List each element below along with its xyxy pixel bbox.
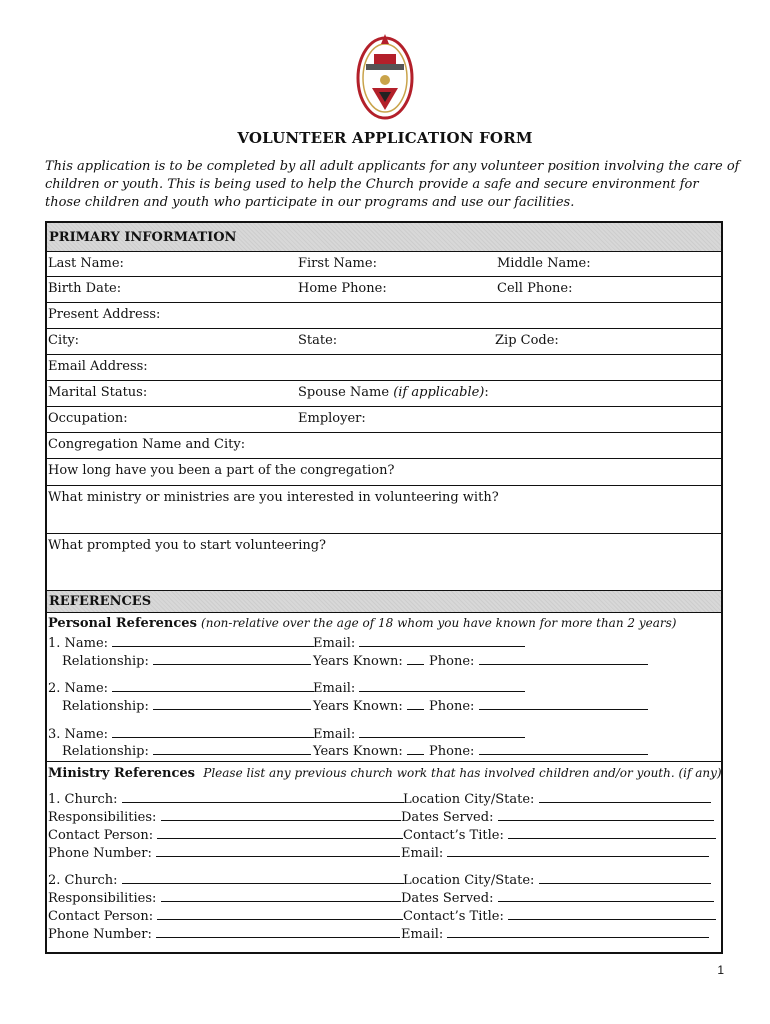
ref-years-label: Years Known: [313,744,403,759]
ministry-2-responsibilities[interactable] [48,889,401,906]
responsibilities-label: Responsibilities: [48,891,157,906]
church-label: 2. Church: [48,873,118,888]
reference-1-relationship[interactable] [62,652,311,669]
name-row [47,252,721,277]
ref-years-line[interactable] [407,697,424,710]
email-line[interactable] [447,925,709,938]
reference-2-phone[interactable] [429,697,648,714]
spouse-label: Spouse Name [298,385,394,400]
form-title: VOLUNTEER APPLICATION FORM [237,129,533,147]
ministry-references-note: Please list any previous church work that has involved children and/or youth. (if any) [203,766,722,780]
reference-2-relationship[interactable] [62,697,311,714]
prompted-row [47,534,721,590]
reference-3-years[interactable] [313,742,424,759]
ref-years-label: Years Known: [313,699,403,714]
email-label: Email: [401,846,444,861]
church-seal-logo [356,30,414,120]
location-line[interactable] [539,871,711,884]
responsibilities-label: Responsibilities: [48,810,157,825]
ministry-2-contact-title[interactable] [403,907,716,924]
birth-date-field[interactable]: Birth Date: [48,281,122,296]
reference-1-name[interactable] [48,634,314,651]
middle-name-field[interactable]: Middle Name: [497,256,591,271]
marital-row [47,381,721,407]
how-long-field[interactable]: How long have you been a part of the congregation? [48,463,395,478]
email-row [47,355,721,381]
ref-email-line[interactable] [359,725,525,738]
phone-number-line[interactable] [156,925,400,938]
spouse-name-field[interactable] [298,385,489,400]
primary-information-header [47,223,721,252]
intro-line: This application is to be completed by all adult applicants for any volunteer position involving the care of [45,159,740,174]
phone-number-label: Phone Number: [48,927,152,942]
location-label: Location City/State: [403,873,535,888]
ministry-2-church[interactable] [48,871,404,888]
ministry-1-contact-title[interactable] [403,826,716,843]
responsibilities-line[interactable] [161,889,401,902]
personal-references-title: Personal References [48,616,197,631]
contact-title-line[interactable] [508,907,716,920]
ministry-2-phone[interactable] [48,925,400,942]
email-line[interactable] [447,844,709,857]
ref-relationship-label: Relationship: [62,699,149,714]
ref-years-line[interactable] [407,652,424,665]
section-heading: REFERENCES [49,594,152,609]
contact-title-line[interactable] [508,826,716,839]
ministry-references-title: Ministry References [48,766,195,781]
cell-phone-field[interactable]: Cell Phone: [497,281,573,296]
dates-line[interactable] [498,808,714,821]
ref-phone-line[interactable] [479,697,648,710]
reference-1-years[interactable] [313,652,424,669]
reference-3-name[interactable] [48,725,314,742]
email-address-field[interactable]: Email Address: [48,359,148,374]
ministry-interest-row [47,486,721,534]
ref-relationship-line[interactable] [153,697,311,710]
ref-name-label: 3. Name: [48,727,109,742]
contact-line[interactable] [157,907,403,920]
employer-field[interactable]: Employer: [298,411,366,426]
ref-name-line[interactable] [112,725,314,738]
church-label: 1. Church: [48,792,118,807]
ministry-1-church[interactable] [48,790,404,807]
ministry-2-dates[interactable] [401,889,714,906]
ref-phone-label: Phone: [429,654,475,669]
church-line[interactable] [122,790,404,803]
city-state-zip-row [47,329,721,355]
ref-phone-line[interactable] [479,742,648,755]
location-line[interactable] [539,790,711,803]
city-field[interactable]: City: [48,333,80,348]
intro-line: those children and youth who participate in our programs and use our facilities. [45,195,575,210]
reference-3-phone[interactable] [429,742,648,759]
ref-email-label: Email: [313,727,356,742]
congregation-field[interactable]: Congregation Name and City: [48,437,246,452]
dates-line[interactable] [498,889,714,902]
contact-label: Contact Person: [48,828,154,843]
occupation-row [47,407,721,433]
first-name-field[interactable]: First Name: [298,256,377,271]
intro-text [45,158,740,212]
last-name-field[interactable]: Last Name: [48,256,124,271]
ref-relationship-line[interactable] [153,652,311,665]
ministry-1-contact[interactable] [48,826,403,843]
ref-years-line[interactable] [407,742,424,755]
ref-phone-label: Phone: [429,699,475,714]
ref-name-label: 2. Name: [48,681,109,696]
address-row [47,303,721,329]
marital-status-field[interactable]: Marital Status: [48,385,148,400]
ministry-1-location[interactable] [403,790,711,807]
home-phone-field[interactable]: Home Phone: [298,281,387,296]
phone-number-line[interactable] [156,844,400,857]
reference-3-relationship[interactable] [62,742,311,759]
ministry-references-heading [48,766,722,781]
ref-phone-line[interactable] [479,652,648,665]
ref-name-line[interactable] [112,634,314,647]
ministry-2-email[interactable] [401,925,709,942]
ministry-1-responsibilities[interactable] [48,808,401,825]
ministry-1-dates[interactable] [401,808,714,825]
zip-code-field[interactable]: Zip Code: [495,333,559,348]
ref-email-line[interactable] [359,634,525,647]
reference-2-name[interactable] [48,679,314,696]
location-label: Location City/State: [403,792,535,807]
dates-label: Dates Served: [401,891,494,906]
reference-1-phone[interactable] [429,652,648,669]
ministry-1-phone[interactable] [48,844,400,861]
section-heading: PRIMARY INFORMATION [49,229,237,245]
reference-3-email[interactable] [313,725,525,742]
page-number: 1 [717,963,724,977]
ref-name-label: 1. Name: [48,636,109,651]
personal-references-heading [48,616,676,631]
contact-line[interactable] [157,826,403,839]
how-long-row [47,459,721,486]
ref-years-label: Years Known: [313,654,403,669]
state-field[interactable]: State: [298,333,338,348]
intro-line: children or youth. This is being used to help the Church provide a safe and secure environment for [45,177,699,192]
dates-label: Dates Served: [401,810,494,825]
prompted-field[interactable]: What prompted you to start volunteering? [48,538,327,553]
ministry-interest-field[interactable]: What ministry or ministries are you interested in volunteering with? [48,490,499,505]
email-label: Email: [401,927,444,942]
birth-phone-row [47,277,721,303]
ref-name-line[interactable] [112,679,314,692]
ref-email-label: Email: [313,681,356,696]
reference-2-email[interactable] [313,679,525,696]
ref-relationship-label: Relationship: [62,744,149,759]
church-line[interactable] [122,871,404,884]
reference-2-years[interactable] [313,697,424,714]
references-header [47,590,721,613]
personal-references-note: (non-relative over the age of 18 whom you have known for more than 2 years) [201,616,677,630]
spouse-note: (if applicable) [393,385,485,400]
contact-title-label: Contact’s Title: [403,909,504,924]
ministry-2-location[interactable] [403,871,711,888]
ref-relationship-label: Relationship: [62,654,149,669]
present-address-field[interactable]: Present Address: [48,307,161,322]
ref-phone-label: Phone: [429,744,475,759]
ref-email-line[interactable] [359,679,525,692]
application-form [45,221,723,954]
responsibilities-line[interactable] [161,808,401,821]
ministry-2-contact[interactable] [48,907,403,924]
spouse-colon: : [484,385,489,400]
reference-1-email[interactable] [313,634,525,651]
references-divider [47,761,721,762]
ref-relationship-line[interactable] [153,742,311,755]
occupation-field[interactable]: Occupation: [48,411,128,426]
contact-label: Contact Person: [48,909,154,924]
contact-title-label: Contact’s Title: [403,828,504,843]
phone-number-label: Phone Number: [48,846,152,861]
ref-email-label: Email: [313,636,356,651]
ministry-1-email[interactable] [401,844,709,861]
congregation-row [47,433,721,459]
